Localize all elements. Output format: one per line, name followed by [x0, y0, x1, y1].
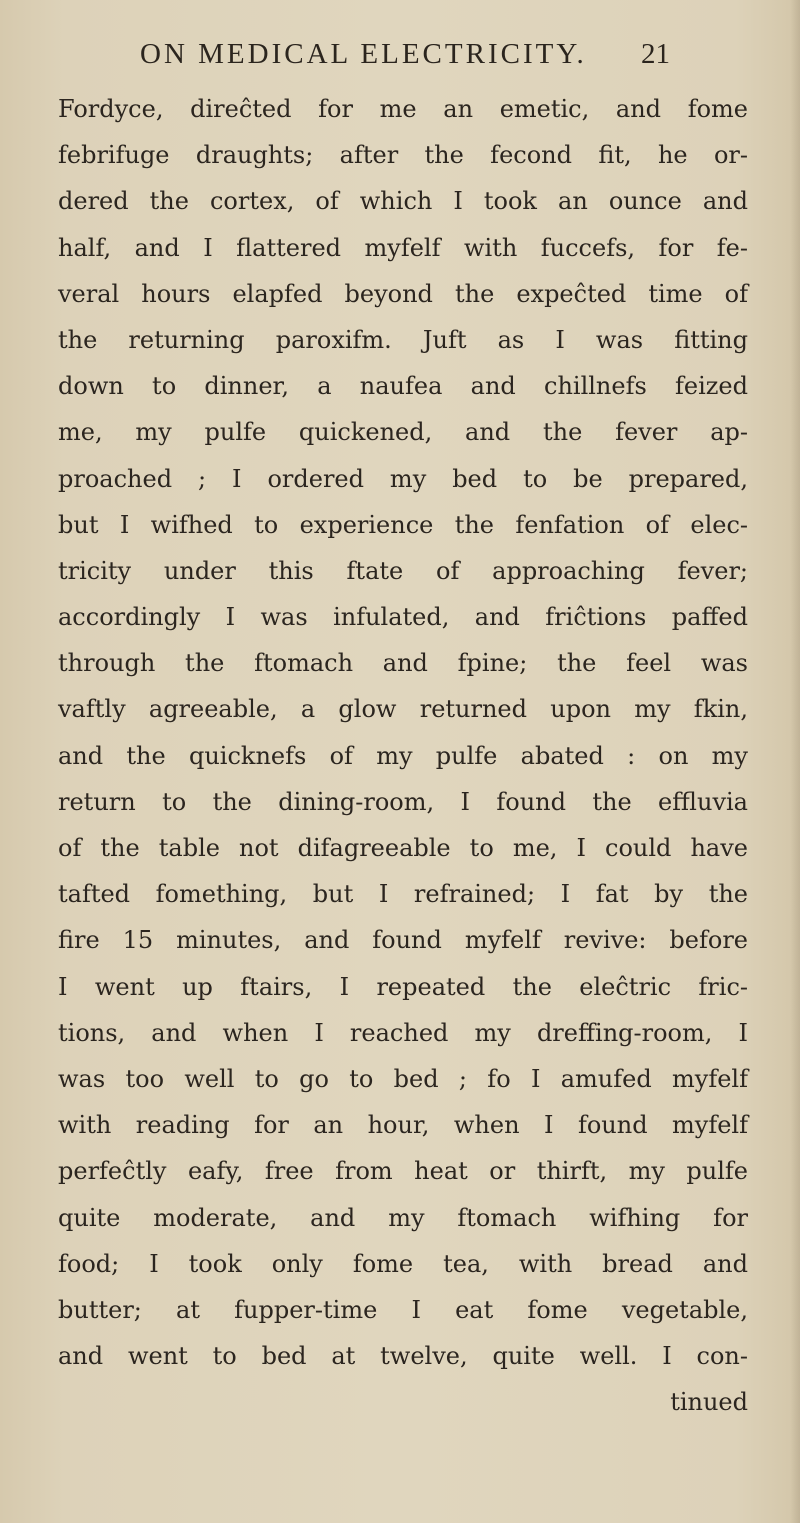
text-line: of the table not difagreeable to me, I could have [58, 834, 748, 862]
text-line: Fordyce, direĉted for me an emetic, and fome [58, 95, 748, 123]
text-line: the returning paroxifm. Juft as I was fitting [58, 325, 748, 354]
text-line: dered the cortex, of which I took an ounce and [58, 187, 748, 216]
text-line: quite moderate, and my ftomach wifhing for [58, 1203, 748, 1232]
text-line: fire 15 minutes, and found myfelf revive: before [58, 926, 748, 955]
text-line: and the quicknefs of my pulfe abated : on my [58, 741, 748, 770]
text-line: down to dinner, a naufea and chillnefs feized [58, 372, 748, 401]
text-line: perfeĉtly eafy, free from heat or thirft, my pulfe [58, 1157, 748, 1186]
text-line: food; I took only fome tea, with bread and [58, 1249, 748, 1278]
text-line: vaftly agreeable, a glow returned upon my fkin, [58, 695, 748, 724]
text-line: proached ; I ordered my bed to be prepared, [58, 464, 748, 493]
page-number: 21 [641, 38, 670, 70]
body-text [58, 86, 748, 1425]
page-header [140, 38, 670, 78]
text-line: with reading for an hour, when I found myfelf [58, 1111, 748, 1140]
text-line: half, and I flattered myfelf with fuccefs, for fe- [58, 233, 748, 262]
text-line: and went to bed at twelve, quite well. I con- [58, 1342, 748, 1371]
text-line: me, my pulfe quickened, and the fever ap- [58, 418, 748, 447]
text-line: febrifuge draughts; after the fecond fit, he or- [58, 141, 748, 170]
text-line: butter; at fupper-time I eat fome vegetable, [58, 1295, 748, 1324]
page-edge-shadow [790, 0, 800, 1523]
text-line: accordingly I was infulated, and friĉtions paffed [58, 603, 748, 632]
catchword: tinued [670, 1388, 748, 1417]
text-line: tions, and when I reached my dreffing-room, I [58, 1018, 748, 1047]
text-line: tafted fomething, but I refrained; I fat by the [58, 880, 748, 909]
text-line: veral hours elapfed beyond the expeĉted time of [58, 279, 748, 308]
text-line: through the ftomach and fpine; the feel was [58, 649, 748, 678]
text-line: return to the dining-room, I found the effluvia [58, 787, 748, 816]
text-line: tricity under this ftate of approaching fever; [58, 556, 748, 585]
text-line: was too well to go to bed ; fo I amufed myfelf [58, 1064, 748, 1093]
text-line: but I wifhed to experience the fenfation of elec- [58, 510, 748, 539]
running-head: ON MEDICAL ELECTRICITY. [140, 38, 587, 70]
text-line: I went up ftairs, I repeated the eleĉtric fric- [58, 972, 748, 1001]
